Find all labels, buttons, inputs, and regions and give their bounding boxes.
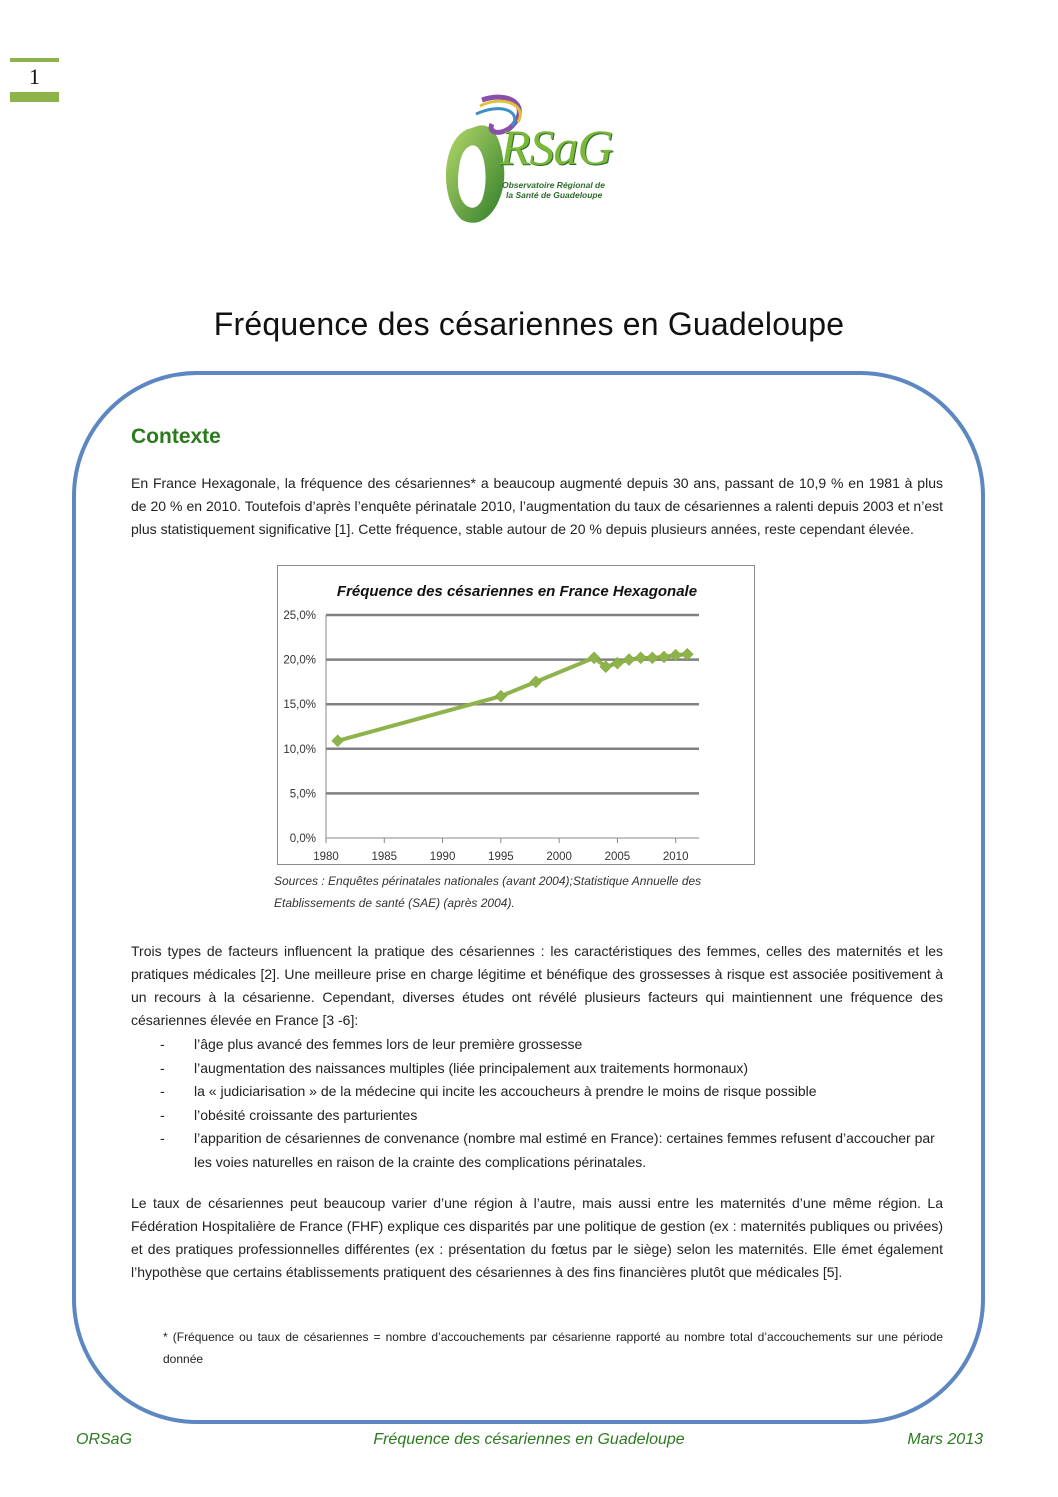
list-item bbox=[160, 1127, 943, 1174]
data-point bbox=[495, 690, 507, 702]
data-point bbox=[623, 654, 635, 666]
list-bullet-marker: - bbox=[160, 1083, 165, 1099]
data-point bbox=[332, 735, 344, 747]
list-item-text: l’augmentation des naissances multiples (liée principalement aux traitements hormonaux) bbox=[194, 1059, 749, 1076]
list-item bbox=[160, 1033, 943, 1057]
list-bullet-marker: - bbox=[160, 1106, 165, 1123]
list-item bbox=[160, 1080, 943, 1104]
logo-subtitle-line1: Observatoire Régional de bbox=[502, 180, 605, 190]
footer-center: Fréquence des césariennes en Guadeloupe bbox=[373, 1431, 685, 1448]
x-tick-label: 1995 bbox=[488, 851, 514, 863]
series-line bbox=[338, 654, 688, 741]
x-tick-label: 1980 bbox=[313, 851, 339, 863]
x-tick-label: 1990 bbox=[429, 851, 456, 863]
logo-subtitle bbox=[502, 180, 605, 200]
footer-left: ORSaG bbox=[76, 1431, 133, 1448]
chart-source-line1: Sources : Enquêtes périnatales nationales (avant 2004);Statistique Annuelle des bbox=[274, 874, 702, 888]
list-item bbox=[160, 1057, 943, 1081]
x-tick-label: 2005 bbox=[604, 851, 631, 863]
list-bullet-marker: - bbox=[160, 1059, 165, 1076]
paragraph-intro: En France Hexagonale, la fréquence des césariennes* a beaucoup augmenté depuis 30 ans, passant de 10,9 % en 1981 à plus de 20 % en 2010. Toutefois d’après l’enquête périnatale 2010, l’augmentation du taux de césariennes a ralenti depuis 2003 et n’est plus statistiquement significative [1]. Cette fréquence, stable autour de 20 % depuis plusieurs années, reste cependant élevée. bbox=[131, 475, 943, 537]
section-heading: Contexte bbox=[131, 425, 221, 448]
page-title: Fréquence des césariennes en Guadeloupe bbox=[213, 306, 845, 342]
y-tick-label: 0,0% bbox=[289, 833, 316, 845]
footer-right: Mars 2013 bbox=[907, 1431, 983, 1448]
x-tick-label: 1985 bbox=[371, 851, 398, 863]
list-item-text: la « judiciarisation » de la médecine qui incite les accoucheurs à prendre le moins de risque possible bbox=[194, 1083, 817, 1099]
data-point bbox=[658, 651, 670, 663]
page-number-bottom-rule bbox=[10, 92, 59, 102]
paragraph-regional-variation: Le taux de césariennes peut beaucoup varier d’une région à l’autre, mais aussi entre les maternités d’une même région. La Fédération Hospitalière de France (FHF) explique ces disparités par une politique de gestion (ex : maternités publiques ou privées) et des pratiques professionnelles différentes (ex : présentation du fœtus par le siège) selon les maternités. Elle émet également l’hypothèse que certains établissements pratiquent des césariennes à des fins financières plutôt que médicales [5]. bbox=[131, 1195, 943, 1280]
list-item-text: l’âge plus avancé des femmes lors de leur première grossesse bbox=[194, 1036, 583, 1052]
data-point bbox=[646, 652, 658, 664]
factor-list bbox=[160, 1033, 943, 1174]
logo-wordmark: RSaG bbox=[500, 119, 613, 175]
page-number-box bbox=[10, 58, 59, 102]
logo-subtitle-line2: la Santé de Guadeloupe bbox=[506, 190, 603, 200]
footnote: * (Fréquence ou taux de césariennes = nombre d’accouchements par césarienne rapporté au nombre total d’accouchements sur une période donnée bbox=[163, 1330, 943, 1366]
chart-title: Fréquence des césariennes en France Hexagonale bbox=[336, 583, 698, 600]
y-tick-label: 10,0% bbox=[283, 743, 316, 756]
y-tick-label: 25,0% bbox=[283, 610, 316, 622]
chart-source-line2: Etablissements de santé (SAE) (après 2004). bbox=[274, 896, 515, 910]
data-point bbox=[635, 652, 647, 664]
y-tick-label: 20,0% bbox=[283, 654, 316, 667]
list-bullet-marker: - bbox=[160, 1130, 165, 1146]
x-tick-label: 2000 bbox=[546, 851, 572, 863]
list-item-text: l’apparition de césariennes de convenance (nombre mal estimé en France): certaines femmes refusent d’accoucher par les voies naturelles en raison de la crainte des complications périnatales. bbox=[194, 1130, 935, 1170]
line-chart bbox=[278, 566, 756, 866]
y-tick-label: 15,0% bbox=[283, 699, 316, 712]
data-point bbox=[530, 676, 542, 688]
list-bullet-marker: - bbox=[160, 1036, 165, 1052]
paragraph-factors: Trois types de facteurs influencent la pratique des césariennes : les caractéristiques des femmes, celles des maternités et les pratiques médicales [2]. Une meilleure prise en charge légitime et bénéfique des grossesses à risque est associée positivement à un recours à la césarienne. Cependant, diverses études ont révélé plusieurs facteurs qui maintiennent une fréquence des césariennes élevée en France [3 -6]: bbox=[131, 943, 943, 1028]
chart-source bbox=[274, 870, 754, 914]
x-tick-label: 2010 bbox=[662, 851, 689, 863]
chart-container bbox=[277, 565, 755, 865]
list-item-text: l’obésité croissante des parturientes bbox=[194, 1106, 418, 1123]
list-item bbox=[160, 1104, 943, 1128]
y-tick-label: 5,0% bbox=[289, 788, 316, 801]
page-number: 1 bbox=[29, 64, 40, 89]
